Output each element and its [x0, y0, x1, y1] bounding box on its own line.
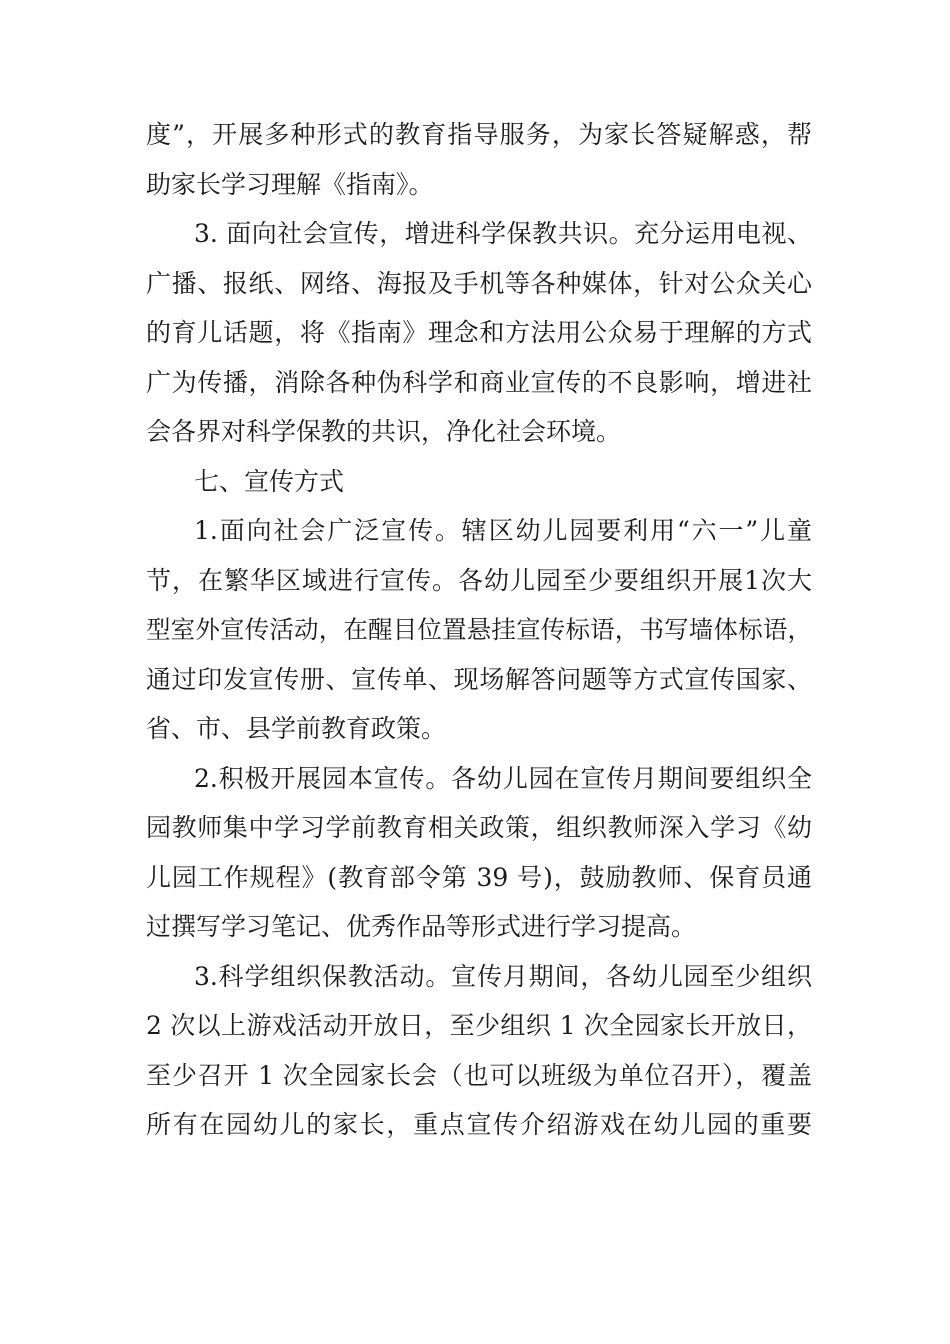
text-line: 七、宣传方式 [194, 466, 345, 496]
text-line: 型室外宣传活动，在醒目位置悬挂宣传标语，书写墙体标语， [146, 615, 812, 644]
text-line: 园教师集中学习学前教育相关政策，组织教师深入学习《幼 [146, 813, 812, 842]
text-line: 会各界对科学保教的共识，净化社会环境。 [146, 417, 622, 446]
text-line: 儿园工作规程》(教育部令第 39 号)，鼓励教师、保育员通 [146, 862, 812, 892]
text-line: 所有在园幼儿的家长，重点宣传介绍游戏在幼儿园的重要 [146, 1110, 812, 1139]
text-line: 广为传播，消除各种伪科学和商业宣传的不良影响，增进社 [146, 367, 812, 397]
text-line: 的育儿话题，将《指南》理念和方法用公众易于理解的方式 [146, 318, 812, 347]
text-line: 节，在繁华区域进行宣传。各幼儿园至少要组织开展1次大 [146, 565, 812, 595]
document-body [146, 110, 812, 1150]
text-line: 度”，开展多种形式的教育指导服务，为家长答疑解惑，帮 [146, 120, 812, 149]
text-line: 2 次以上游戏活动开放日，至少组织 1 次全园家长开放日， [146, 1011, 812, 1040]
text-line: 通过印发宣传册、宣传单、现场解答问题等方式宣传国家、 [146, 664, 812, 694]
text-line: 过撰写学习笔记、优秀作品等形式进行学习提高。 [146, 912, 697, 941]
text-line: 2.积极开展园本宣传。各幼儿园在宣传月期间要组织全 [194, 763, 812, 793]
text-line: 1.面向社会广泛宣传。辖区幼儿园要利用“六一”儿童 [194, 516, 812, 545]
text-line: 至少召开 1 次全园家长会（也可以班级为单位召开），覆盖 [146, 1060, 812, 1090]
text-line: 助家长学习理解《指南》。 [146, 169, 434, 199]
text-line: 广播、报纸、网络、海报及手机等各种媒体，针对公众关心 [146, 268, 812, 298]
text-line: 省、市、县学前教育政策。 [146, 714, 447, 743]
text-line: 3. 面向社会宣传，增进科学保教共识。充分运用电视、 [194, 219, 812, 248]
text-line: 3.科学组织保教活动。宣传月期间，各幼儿园至少组织 [194, 961, 812, 991]
